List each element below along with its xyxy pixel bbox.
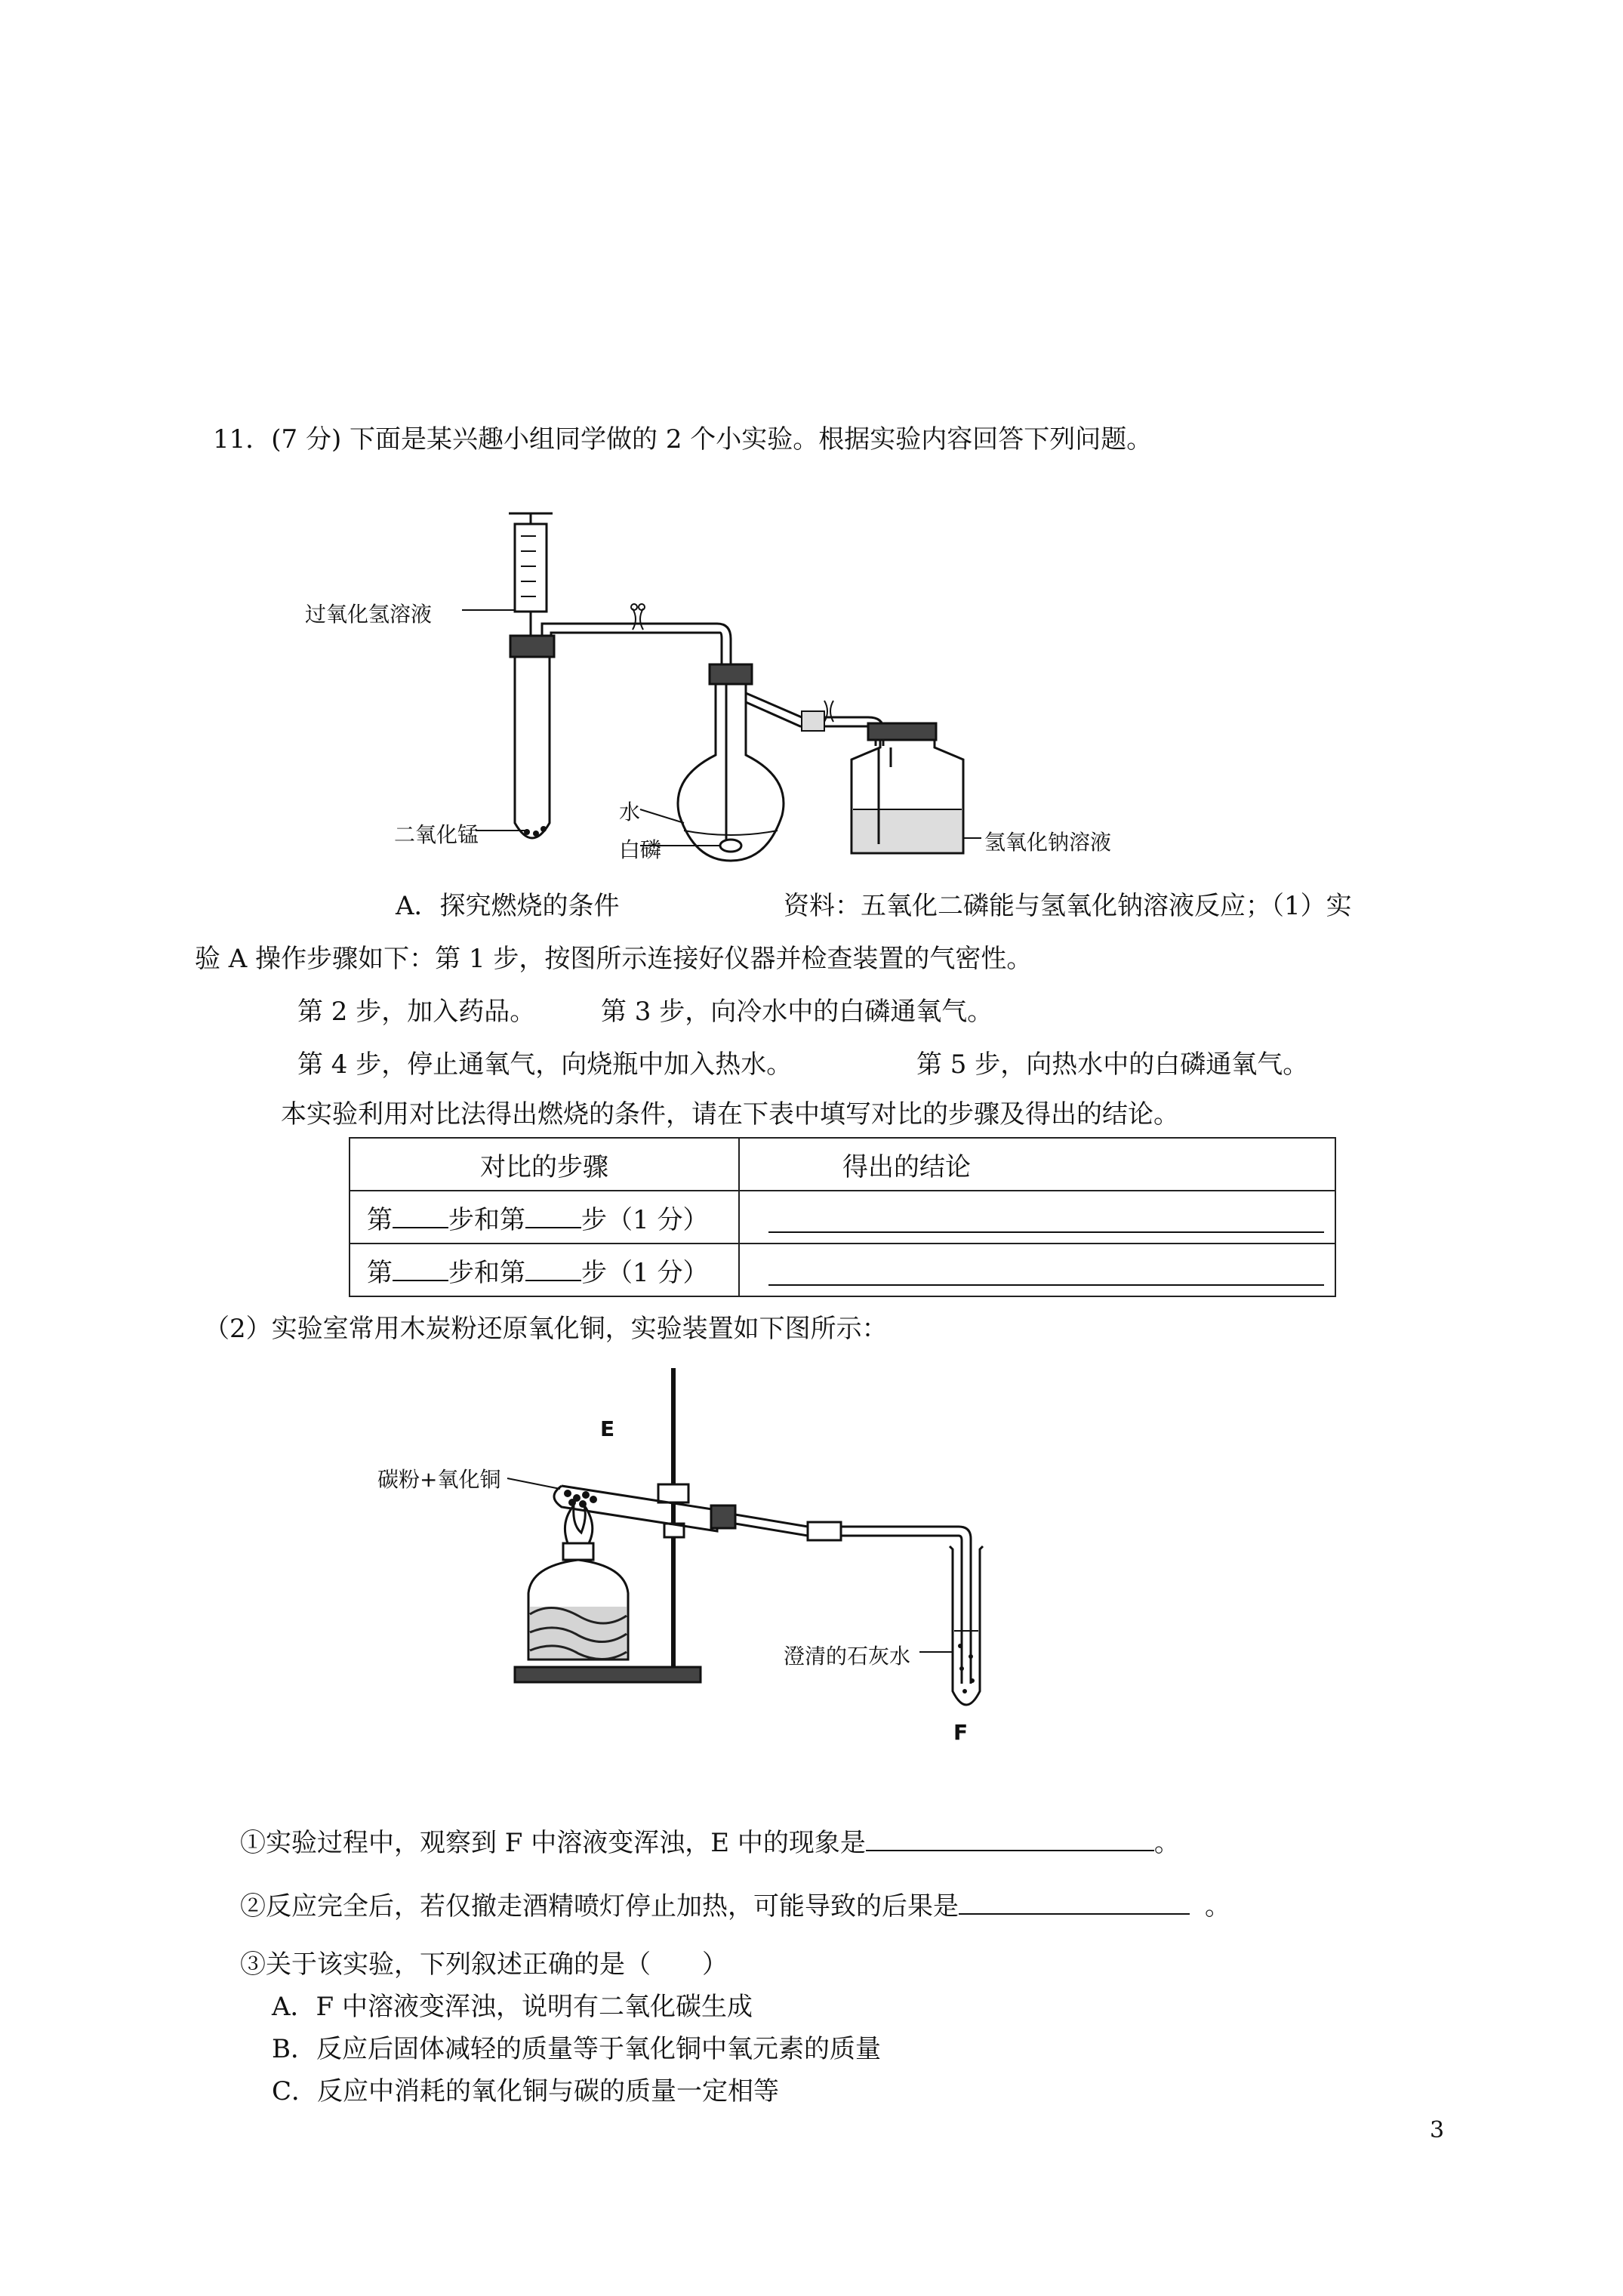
option-b: B．反应后固体减轻的质量等于氧化铜中氧元素的质量 [272,2034,881,2064]
row-suffix: 步（1 分） [581,1204,709,1235]
row-prefix: 第 [367,1204,393,1235]
option-a: A．F 中溶液变浑浊，说明有二氧化碳生成 [272,1992,753,2022]
label-h2o2: 过氧化氢溶液 [305,602,433,627]
part-a-step4: 第 4 步，停止通氧气，向烧瓶中加入热水。 [297,1049,793,1080]
question-1 [240,1826,1180,1860]
label-mno2: 二氧化锰 [394,822,479,847]
label-limewater: 澄清的石灰水 [784,1644,911,1669]
limewater-tube [950,1546,983,1705]
question-3: ③关于该实验，下列叙述正确的是（ ） [240,1949,728,1980]
reaction-tube [554,1486,717,1531]
label-e: E [600,1416,615,1441]
part-a-step2: 第 2 步，加入药品。 [297,997,536,1027]
question-1-end: 。 [1153,1828,1180,1858]
label-water: 水 [619,800,641,824]
label-phosphorus: 白磷 [619,837,662,862]
part-a-step5: 第 5 步，向热水中的白磷通氧气。 [916,1049,1309,1080]
row-prefix: 第 [367,1257,393,1288]
answer-blank-2[interactable] [959,1889,1190,1915]
stand-base [515,1667,701,1682]
part-a-title: A．探究燃烧的条件 [396,891,620,921]
part-a-instruction: 本实验利用对比法得出燃烧的条件，请在下表中填写对比的步骤及得出的结论。 [281,1099,1179,1130]
alcohol-lamp-flame [565,1505,592,1543]
page-number: 3 [1430,2117,1445,2143]
label-f: F [953,1720,969,1745]
part-a-info: 资料：五氧化二磷能与氢氧化钠溶液反应；（1）实 [784,891,1352,921]
question-1-text: ①实验过程中，观察到 F 中溶液变浑浊，E 中的现象是 [240,1828,866,1858]
row-mid: 步和第 [448,1257,525,1288]
table-header-steps: 对比的步骤 [350,1138,739,1191]
row-suffix: 步（1 分） [581,1257,709,1288]
option-c: C．反应中消耗的氧化铜与碳的质量一定相等 [272,2076,780,2106]
question-2 [240,1889,1230,1923]
part-a-step1: 验 A 操作步骤如下：第 1 步，按图所示连接好仪器并检查装置的气密性。 [195,944,1033,974]
question-2-end: 。 [1205,1891,1230,1922]
question-2-text: ②反应完全后，若仅撤走酒精喷灯停止加热，可能导致的后果是 [240,1891,959,1922]
label-naoh: 氢氧化钠溶液 [984,830,1112,855]
row-mid: 步和第 [448,1204,525,1235]
question-heading: 11．(7 分) 下面是某兴趣小组同学做的 2 个小实验。根据实验内容回答下列问题。 [213,424,1153,455]
part-b-intro: （2）实验室常用木炭粉还原氧化铜，实验装置如下图所示： [204,1314,888,1344]
table-header-conclusion: 得出的结论 [739,1138,1335,1191]
label-reactants: 碳粉+氧化铜 [377,1467,501,1492]
answer-blank-1[interactable] [866,1826,1154,1851]
part-a-step3: 第 3 步，向冷水中的白磷通氧气。 [601,997,993,1027]
